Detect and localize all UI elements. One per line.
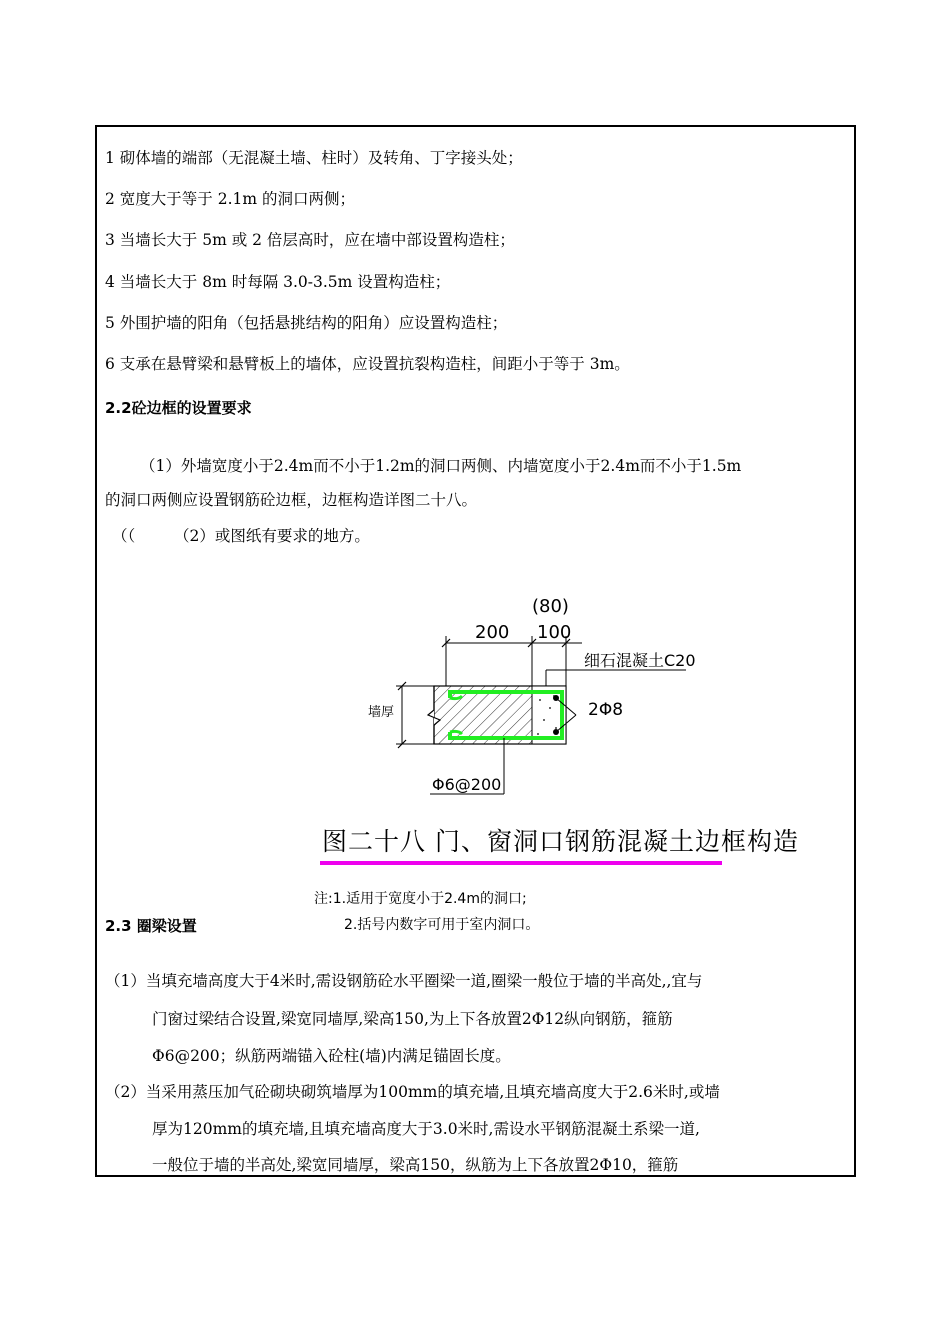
dim-80-label: (80) bbox=[532, 596, 569, 617]
section-2-2-para2: （（ （2）或图纸有要求的地方。 bbox=[112, 527, 370, 545]
section-2-3-p2-line2: 厚为120mm的填充墙,且填充墙高度大于3.0米时,需设水平钢筋混凝土系梁一道, bbox=[152, 1120, 700, 1138]
section-2-2-para1-line2: 的洞口两侧应设置钢筋砼边框，边框构造详图二十八。 bbox=[105, 491, 478, 509]
dim-100-label: 100 bbox=[537, 622, 572, 643]
stirrup-label: Φ6@200 bbox=[432, 775, 502, 794]
list-item-3: 3 当墙长大于 5m 或 2 倍层高时，应在墙中部设置构造柱； bbox=[105, 231, 515, 249]
concrete-label: 细石混凝土C20 bbox=[584, 651, 696, 670]
dim-200-label: 200 bbox=[475, 622, 510, 643]
section-2-2-heading: 2.2砼边框的设置要求 bbox=[105, 399, 252, 417]
list-item-6: 6 支承在悬臂梁和悬臂板上的墙体，应设置抗裂构造柱，间距小于等于 3m。 bbox=[105, 355, 630, 373]
figure-note-1: 注:1.适用于宽度小于2.4m的洞口; bbox=[314, 891, 527, 907]
section-2-3-heading: 2.3 圈梁设置 bbox=[105, 917, 197, 935]
figure-title: 图二十八 门、窗洞口钢筋混凝土边框构造 bbox=[322, 827, 799, 856]
list-item-4: 4 当墙长大于 8m 时每隔 3.0-3.5m 设置构造柱； bbox=[105, 273, 451, 291]
title-underline bbox=[320, 861, 722, 865]
figure-note-2: 2.括号内数字可用于室内洞口。 bbox=[344, 917, 540, 933]
section-2-2-para1-line1: （1）外墙宽度小于2.4m而不小于1.2m的洞口两侧、内墙宽度小于2.4m而不小于1.5m bbox=[140, 457, 742, 475]
wall-thickness-label: 墙厚 bbox=[368, 705, 395, 720]
list-item-1: 1 砌体墙的端部（无混凝土墙、柱时）及转角、丁字接头处； bbox=[105, 149, 523, 167]
section-2-3-p1-line2: 门窗过梁结合设置,梁宽同墙厚,梁高150,为上下各放置2Φ12纵向钢筋，箍筋 bbox=[152, 1010, 673, 1028]
section-2-3-p2-line3: 一般位于墙的半高处,梁宽同墙厚，梁高150，纵筋为上下各放置2Φ10，箍筋 bbox=[152, 1156, 679, 1174]
section-2-3-p1-line3: Φ6@200；纵筋两端锚入砼柱(墙)内满足锚固长度。 bbox=[152, 1047, 511, 1065]
section-2-3-p2-line1: （2）当采用蒸压加气砼砌块砌筑墙厚为100mm的填充墙,且填充墙高度大于2.6米时,或墙 bbox=[105, 1083, 720, 1101]
rebar-label: 2Φ8 bbox=[588, 700, 624, 720]
list-item-2: 2 宽度大于等于 2.1m 的洞口两侧； bbox=[105, 190, 355, 208]
list-item-5: 5 外围护墙的阳角（包括悬挑结构的阳角）应设置构造柱； bbox=[105, 314, 508, 332]
section-2-3-p1-line1: （1）当填充墙高度大于4米时,需设钢筋砼水平圈梁一道,圈梁一般位于墙的半高处,,宜与 bbox=[105, 972, 703, 990]
